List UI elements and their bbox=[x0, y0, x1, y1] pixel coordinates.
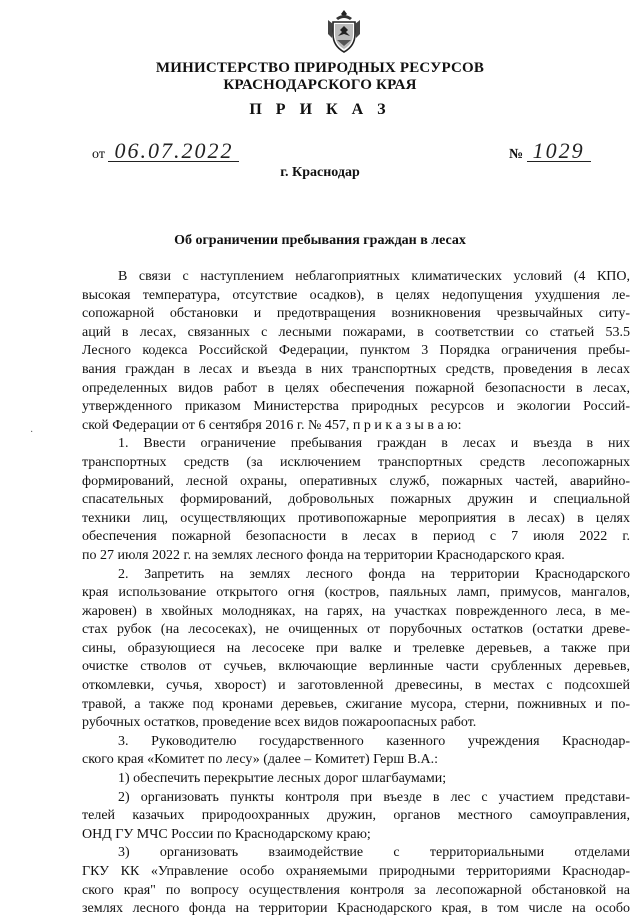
body-line bbox=[82, 547, 630, 566]
body-line-text: рубочных остатков, проведение всех видов пожароопасных работ. bbox=[82, 715, 477, 731]
body-line bbox=[82, 528, 630, 547]
body-line bbox=[82, 361, 630, 380]
body-line-text: ского края" по вопросу осуществления контроля за лесопожарной обстановкой на bbox=[82, 882, 630, 898]
body-line-text: землях лесного фонда на территории Краснодарского края, в том числе на особо bbox=[82, 901, 630, 917]
body-line bbox=[82, 417, 630, 436]
body-line-text: утвержденного приказом Министерства природных ресурсов и экологии Россий- bbox=[82, 399, 630, 415]
body-line bbox=[82, 398, 630, 417]
body-line-text: 1. Ввести ограничение пребывания граждан в лесах и въезда в них bbox=[118, 436, 630, 452]
order-body bbox=[82, 268, 630, 919]
order-subject: Об ограничении пребывания граждан в лесах bbox=[174, 233, 466, 248]
body-line bbox=[82, 305, 630, 324]
document-type: П Р И К А З bbox=[249, 101, 391, 118]
body-line bbox=[82, 380, 630, 399]
document-number bbox=[509, 138, 591, 163]
body-line-text: транспортных средств (за исключением транспортных средств лесопожарных bbox=[82, 454, 630, 470]
body-line bbox=[82, 677, 630, 696]
body-line-text: вания граждан в лесах и въезда в них транспортных средств, проведения в лесах bbox=[82, 361, 630, 377]
body-line-text: края использование открытого огня (костров, паяльных ламп, примусов, мангалов, bbox=[82, 585, 630, 601]
date-value: 06.07.2022 bbox=[108, 141, 239, 162]
body-line bbox=[82, 454, 630, 473]
body-line-text: жаровен) в хвойных молодняках, на гарях, на участках поврежденного леса, в ме- bbox=[82, 603, 630, 619]
body-line-text: 2. Запретить на землях лесного фонда на территории Краснодарского bbox=[118, 566, 630, 582]
body-line bbox=[82, 491, 630, 510]
body-line bbox=[82, 770, 630, 789]
body-line bbox=[82, 268, 630, 287]
body-line-text: стах рубок (на лесосеках), не очищенных от порубочных остатков (остатки древе- bbox=[82, 622, 630, 638]
body-line bbox=[82, 640, 630, 659]
body-line-text: ской Федерации от 6 сентября 2016 г. № 457, п р и к а з ы в а ю: bbox=[82, 417, 462, 433]
body-line bbox=[82, 324, 630, 343]
body-line-text: очистке стволов от сучьев, включающие верлинные части срубленных деревьев, bbox=[82, 659, 630, 675]
body-line-text: формирований, лесной охраны, оперативных служб, пожарных частей, аварийно- bbox=[82, 473, 630, 489]
body-line bbox=[82, 844, 630, 863]
body-line bbox=[82, 863, 630, 882]
body-line-text: сины, образующиеся на лесосеке при валке и трелевке деревьев, а также при bbox=[82, 640, 630, 656]
body-line-text: 1) обеспечить перекрытие лесных дорог шлагбаумами; bbox=[118, 771, 447, 787]
body-line-text: обеспечения пожарной безопасности в лесах в период с 7 июля 2022 г. bbox=[82, 529, 630, 545]
city: г. Краснодар bbox=[280, 165, 360, 180]
body-line-text: техники лиц, осуществляющих противопожарные мероприятия в лесах) в целях bbox=[82, 510, 630, 526]
body-line-text: 3. Руководителю государственного казенного учреждения Краснодар- bbox=[118, 733, 630, 749]
ministry-name-line1: МИНИСТЕРСТВО ПРИРОДНЫХ РЕСУРСОВ bbox=[155, 60, 485, 76]
body-line-text: ГКУ КК «Управление особо охраняемыми природными территориями Краснодар- bbox=[82, 864, 630, 879]
body-line-text: 3) организовать взаимодействие с территориальными отделами bbox=[118, 845, 630, 861]
body-line bbox=[82, 807, 630, 826]
body-line-text: спасательных формирований, добровольных пожарных дружин и специальной bbox=[82, 492, 630, 508]
document-date bbox=[92, 138, 239, 163]
body-line-text: высокая температура, отсутствие осадков), в целях недопущения ухудшения ле- bbox=[82, 287, 630, 303]
date-label: от bbox=[92, 147, 105, 162]
body-line bbox=[82, 621, 630, 640]
body-line-text: аций в лесах, связанных с лесными пожарами, в соответствии со статьей 53.5 bbox=[82, 324, 630, 340]
body-line bbox=[82, 733, 630, 752]
body-line-text: 2) организовать пункты контроля при въезде в лес с участием представи- bbox=[118, 789, 630, 805]
body-line bbox=[82, 342, 630, 361]
body-line-text: по 27 июля 2022 г. на землях лесного фонда на территории Краснодарского края. bbox=[82, 547, 565, 563]
body-line bbox=[82, 658, 630, 677]
body-line bbox=[82, 510, 630, 529]
body-line bbox=[82, 584, 630, 603]
body-line-text: травой, а также под кронами деревьев, сжигание мусора, стерни, пожнивных и по- bbox=[82, 696, 630, 712]
body-line bbox=[82, 826, 630, 845]
body-line bbox=[82, 751, 630, 770]
body-line-text: Лесного кодекса Российской Федерации, пунктом 3 Порядка ограничения пребы- bbox=[82, 343, 630, 359]
body-line-text: В связи с наступлением неблагоприятных климатических условий (4 КПО, bbox=[118, 269, 630, 284]
number-value: 1029 bbox=[527, 141, 591, 162]
body-line bbox=[82, 287, 630, 306]
body-line-text: телей казачьих природоохранных дружин, органов местного самоуправления, bbox=[82, 808, 630, 824]
body-line bbox=[82, 714, 630, 733]
coat-of-arms-icon bbox=[326, 8, 362, 54]
body-line bbox=[82, 566, 630, 585]
body-line bbox=[82, 696, 630, 715]
body-line bbox=[82, 603, 630, 622]
body-line-text: откомлевки, сучья, хворост) и заготовленной древесины, в местах с подсохшей bbox=[82, 678, 630, 694]
body-line bbox=[82, 882, 630, 901]
ministry-name-line2: КРАСНОДАРСКОГО КРАЯ bbox=[223, 77, 417, 93]
body-line bbox=[82, 435, 630, 454]
body-line-text: ского края «Комитет по лесу» (далее – Комитет) Герш В.А.: bbox=[82, 752, 438, 768]
margin-mark: · bbox=[30, 427, 34, 438]
body-line bbox=[82, 789, 630, 808]
body-line-text: ОНД ГУ МЧС России по Краснодарскому краю; bbox=[82, 826, 371, 842]
number-label: № bbox=[509, 147, 524, 162]
body-line bbox=[82, 900, 630, 919]
body-line bbox=[82, 473, 630, 492]
body-line-text: сопожарной обстановки и предотвращения возникновения чрезвычайных ситу- bbox=[82, 306, 630, 322]
body-line-text: определенных видов работ в целях обеспечения пожарной безопасности в лесах, bbox=[82, 380, 630, 396]
